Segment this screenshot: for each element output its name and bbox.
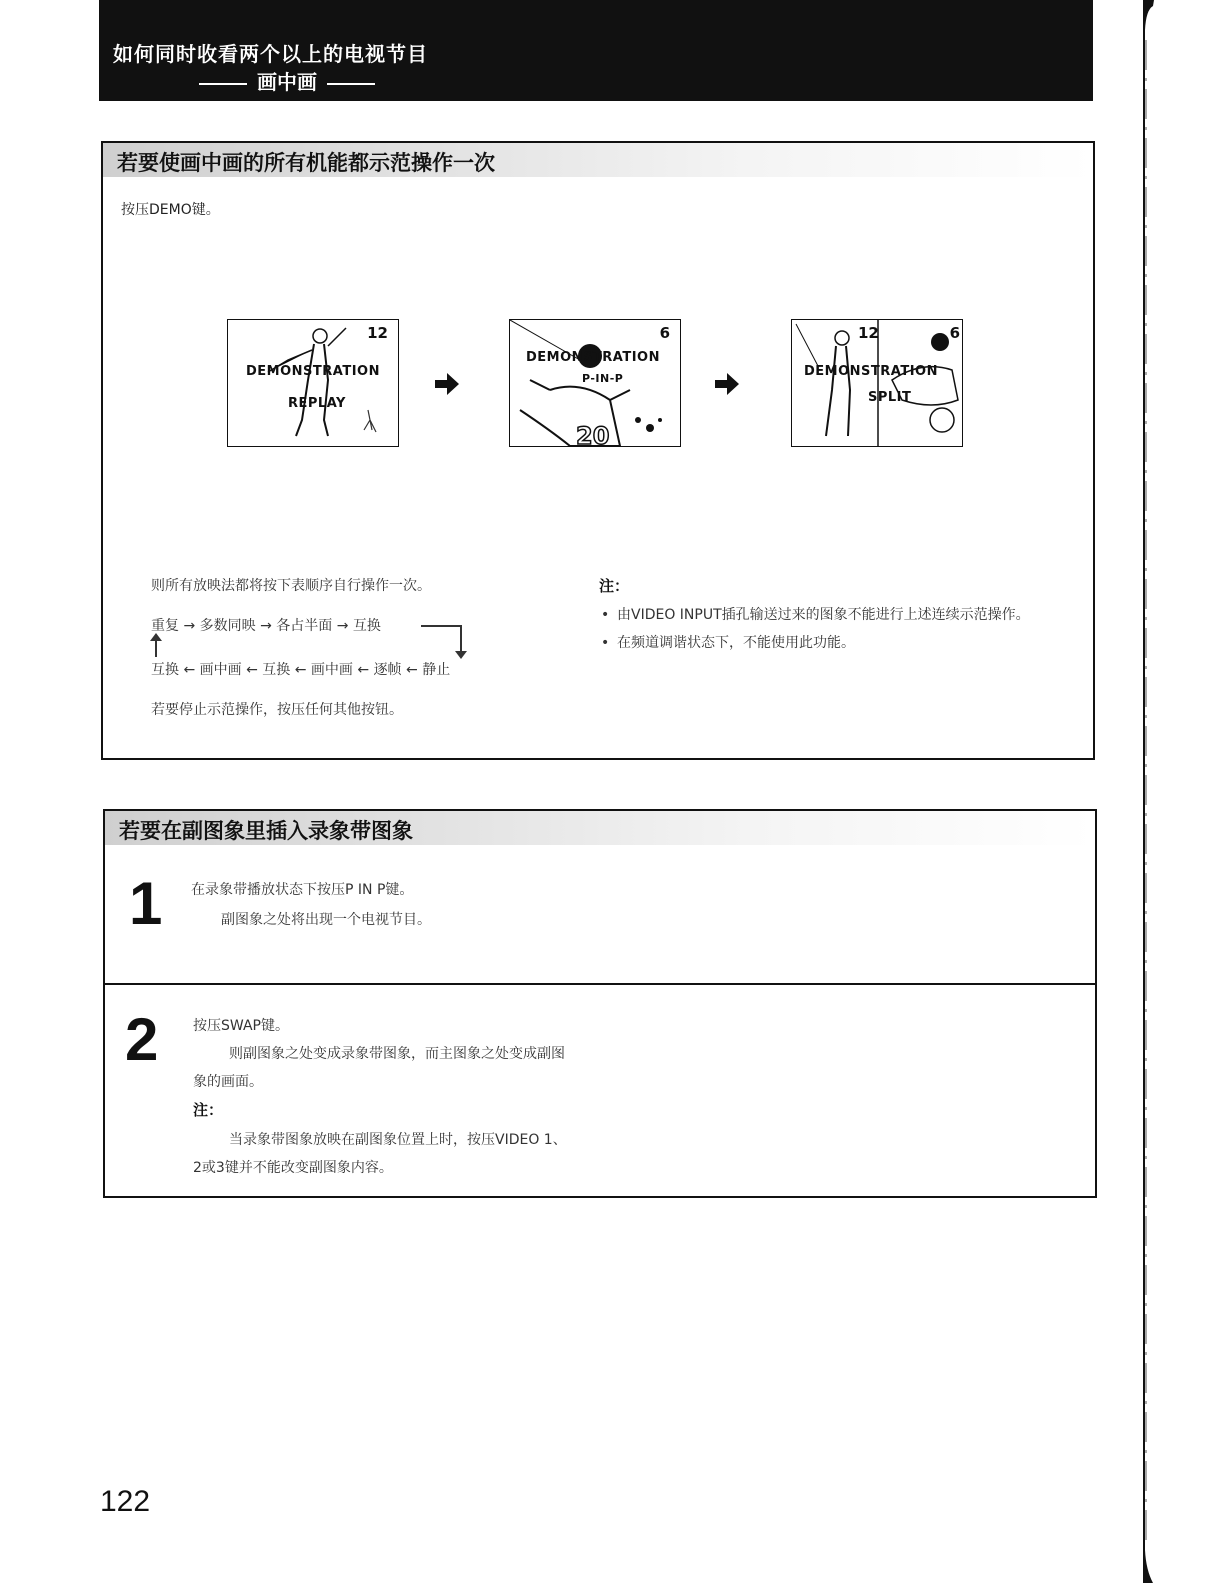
flow-step: 互换 xyxy=(151,662,179,678)
flow-row-bottom: 互换 ← 画中画 ← 互换 ← 画中画 ← 逐帧 ← 静止 xyxy=(151,662,451,678)
vcr-pip-section xyxy=(103,809,1097,1198)
demo-screen-split xyxy=(791,319,963,447)
demo-screen-pip xyxy=(509,319,681,447)
arrow-right-icon xyxy=(431,369,461,399)
arrow-right-icon xyxy=(711,369,741,399)
screen-demo-label: DEMONSTRATION xyxy=(526,350,660,365)
vcr-pip-section-title: 若要在副图象里插入录象带图象 xyxy=(105,811,1095,845)
step-1-line-2: 副图象之处将出现一个电视节目。 xyxy=(221,912,431,928)
svg-text:20: 20 xyxy=(576,422,610,446)
step-2-note-line-2: 2或3键并不能改变副图象内容。 xyxy=(193,1160,393,1176)
demo-instruction: 按压DEMO键。 xyxy=(121,202,220,218)
note-item: • 在频道调谐状态下，不能使用此功能。 xyxy=(601,635,855,651)
demo-result-text: 则所有放映法都将按下表顺序自行操作一次。 xyxy=(151,578,431,594)
header-subtitle: 画中画 xyxy=(257,70,317,94)
demo-section xyxy=(101,141,1095,760)
screen-channel: 6 xyxy=(659,324,670,342)
screen-demo-label: DEMONSTRATION xyxy=(804,364,938,379)
flow-step: 互换 xyxy=(262,662,291,678)
note-item: • 由VIDEO INPUT插孔输送过来的图象不能进行上述连续示范操作。 xyxy=(601,607,1030,623)
header-subtitle-row xyxy=(189,66,385,95)
screen-demo-label: DEMONSTRATION xyxy=(246,364,380,379)
flow-step: 重复 xyxy=(151,618,179,634)
flow-step: 画中画 xyxy=(199,662,242,678)
screen-mode-label: REPLAY xyxy=(288,396,346,411)
arrow-up-icon xyxy=(150,633,162,641)
demo-stop-text: 若要停止示范操作，按压任何其他按钮。 xyxy=(151,702,403,718)
step-divider xyxy=(105,983,1095,985)
step-2-line-3: 象的画面。 xyxy=(193,1074,263,1090)
demo-notes xyxy=(599,571,1079,657)
flow-step: 多数同映 xyxy=(199,618,256,634)
page-header xyxy=(99,0,1093,101)
binder-edge xyxy=(1140,0,1154,1583)
page-number: 122 xyxy=(100,1485,151,1518)
step-2-line-1: 按压SWAP键。 xyxy=(193,1018,289,1034)
flow-step: 各占半面 xyxy=(276,618,333,634)
demo-screen-replay xyxy=(227,319,399,447)
demo-section-title: 若要使画中画的所有机能都示范操作一次 xyxy=(103,143,1093,177)
step-number: 1 xyxy=(129,870,163,937)
step-2-note-line-1: 当录象带图象放映在副图象位置上时，按压VIDEO 1、 xyxy=(229,1132,567,1148)
screen-channel: 12 xyxy=(367,324,388,342)
arrow-down-icon xyxy=(455,651,467,659)
flow-step: 逐帧 xyxy=(373,662,402,678)
dash-right xyxy=(327,83,375,85)
step-2-note-title: 注： xyxy=(193,1101,224,1119)
screen-mode-label: P-IN-P xyxy=(582,372,624,385)
note-title: 注： xyxy=(599,577,630,595)
step-1-line-1: 在录象带播放状态下按压P IN P键。 xyxy=(191,882,414,898)
step-2-line-2: 则副图象之处变成录象带图象，而主图象之处变成副图 xyxy=(229,1046,565,1062)
flow-step: 静止 xyxy=(422,662,451,678)
screen-channel-2: 6 xyxy=(949,324,960,342)
flow-row-top: 重复 → 多数同映 → 各占半面 → 互换 xyxy=(151,618,381,634)
screen-mode-label: SPLIT xyxy=(868,390,912,405)
screen-channel: 12 xyxy=(858,324,879,342)
header-title: 如何同时收看两个以上的电视节目 xyxy=(113,42,428,66)
flow-connector xyxy=(421,625,461,627)
flow-step: 画中画 xyxy=(310,662,353,678)
step-number: 2 xyxy=(125,1006,159,1073)
flow-step: 互换 xyxy=(352,618,381,634)
dash-left xyxy=(199,83,247,85)
